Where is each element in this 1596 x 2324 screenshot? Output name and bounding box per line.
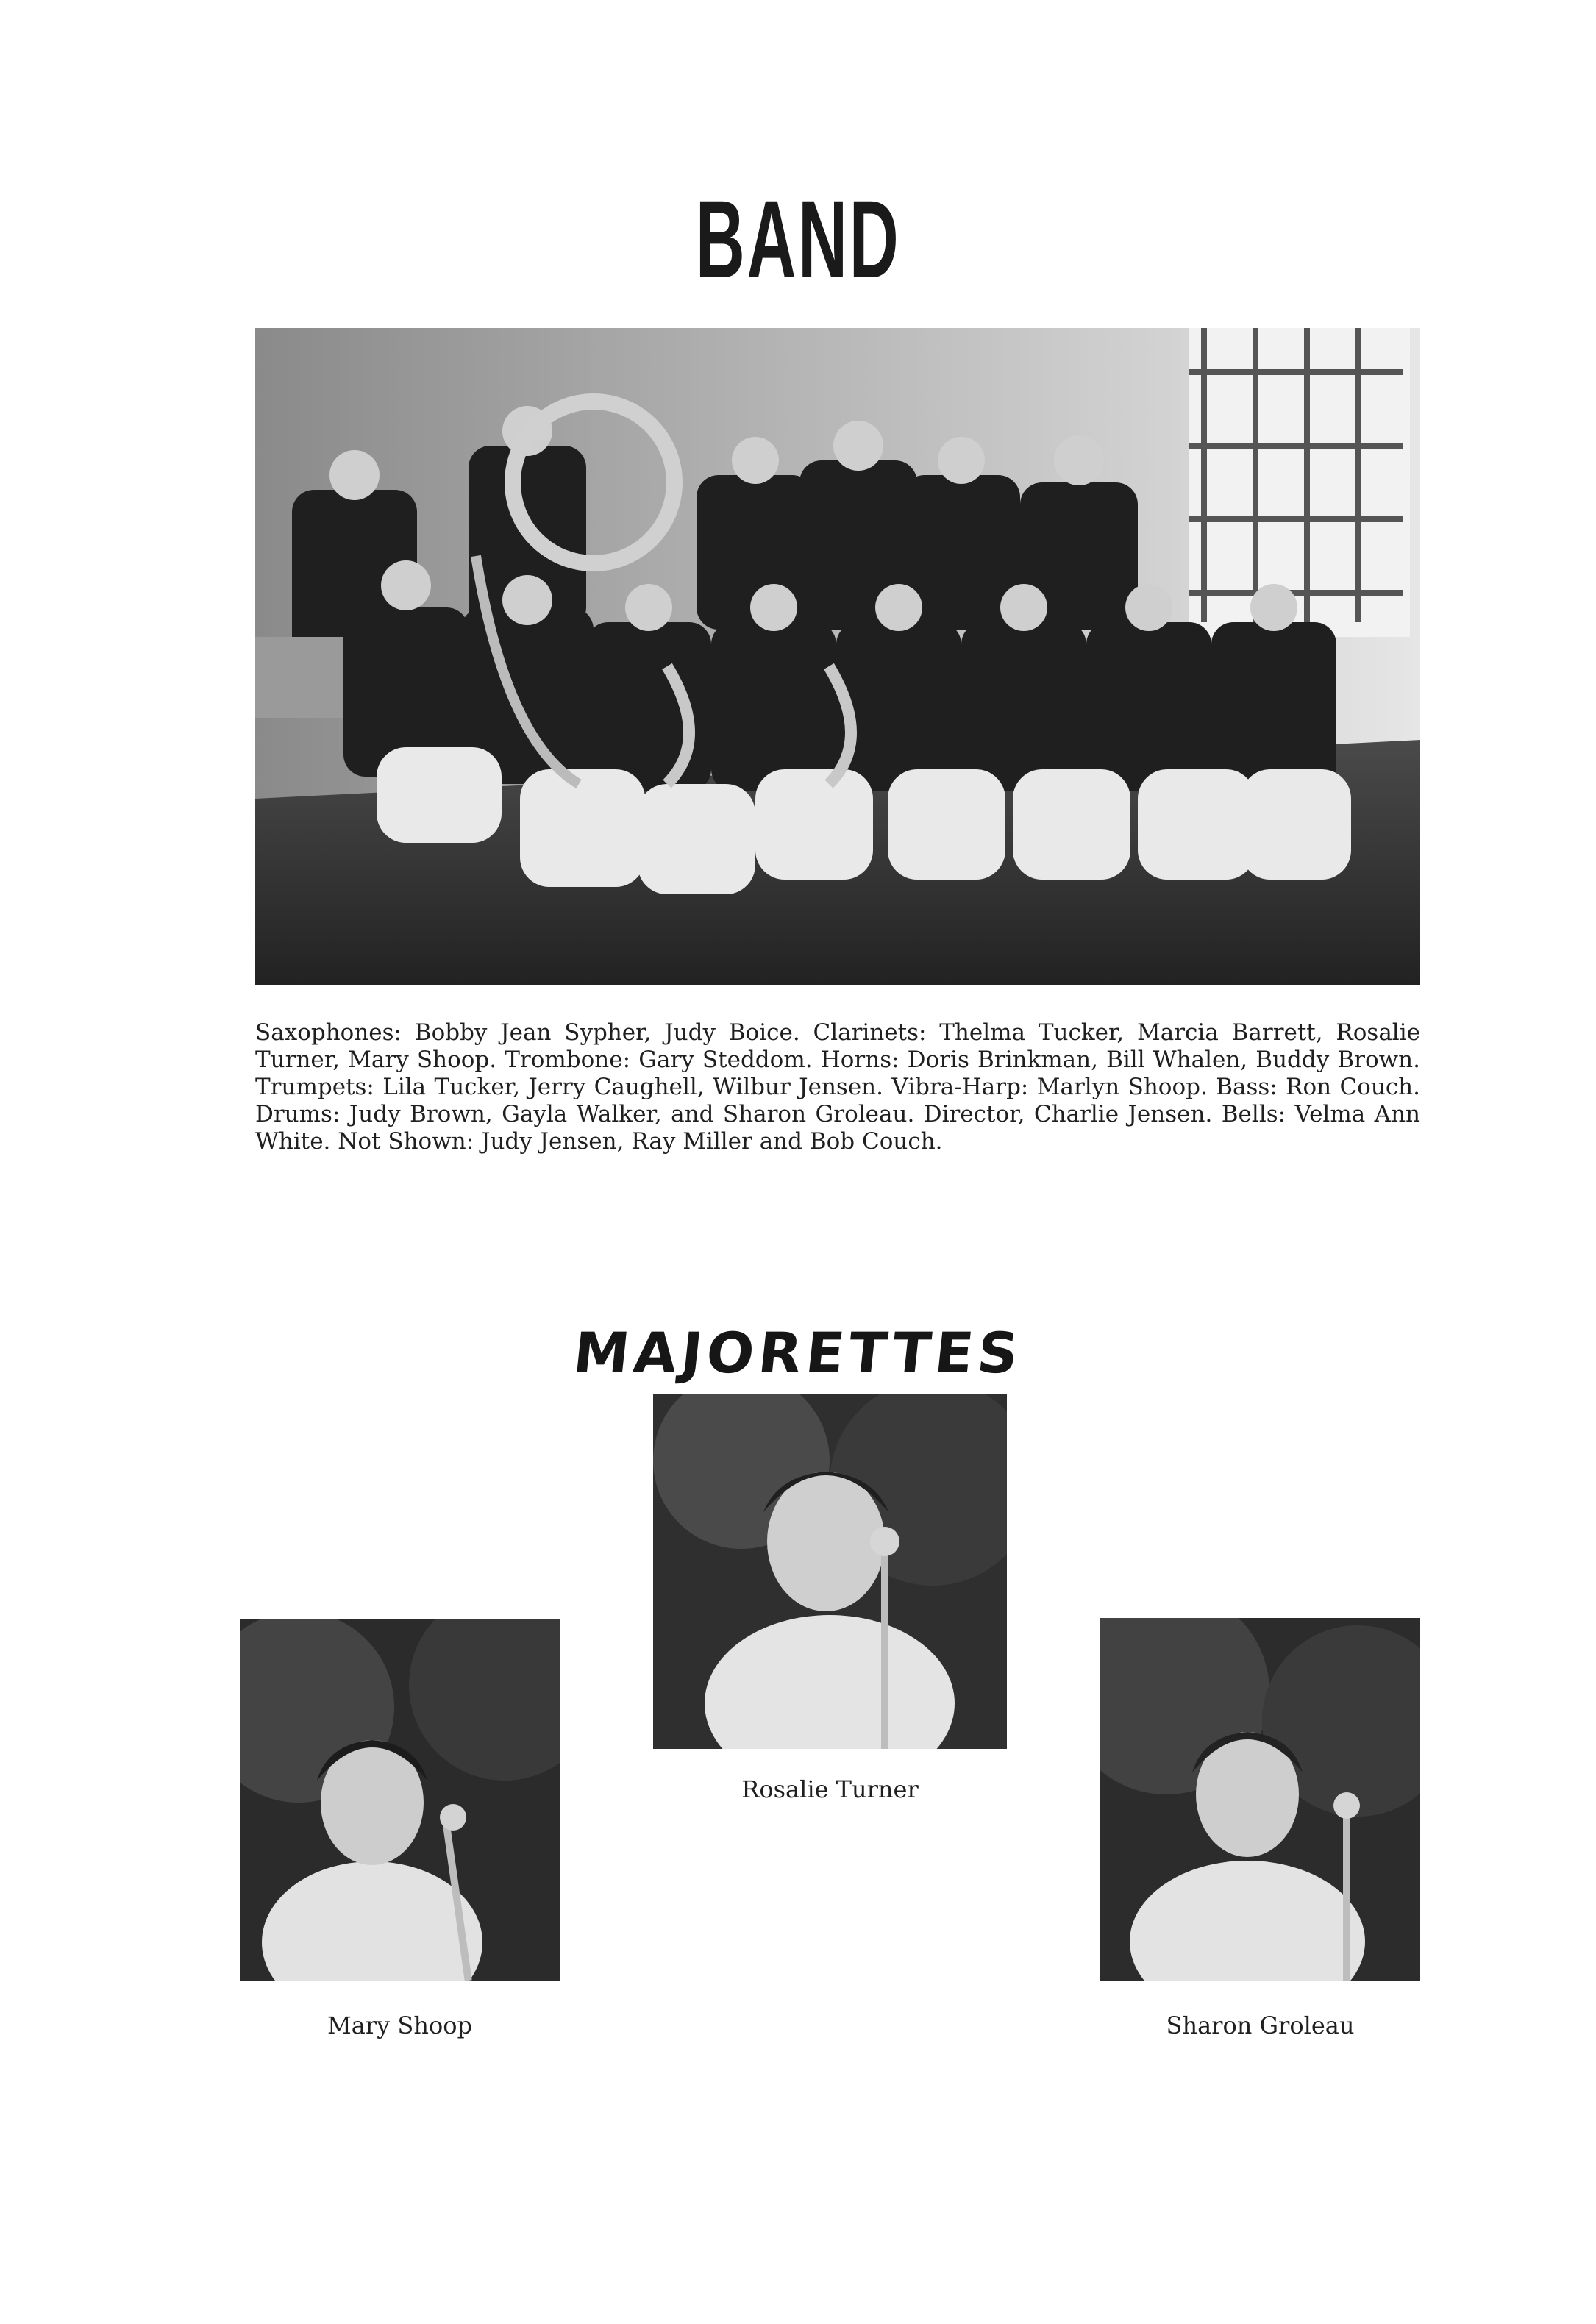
majorette-photo-image [1100,1618,1420,1981]
majorette-name-mary: Mary Shoop [327,2011,472,2039]
majorette-photo-right [1100,1618,1420,1981]
band-heading: BAND [695,177,901,301]
majorette-name-sharon: Sharon Groleau [1166,2011,1355,2039]
majorette-photo-left [240,1619,560,1981]
majorette-photo-center [653,1394,1007,1749]
majorettes-heading: MAJORETTES [570,1320,1026,1386]
majorette-photo-image [653,1394,1007,1749]
majorette-name-rosalie: Rosalie Turner [741,1775,919,1803]
band-member-caption: Saxophones: Bobby Jean Sypher, Judy Boice. Clarinets: Thelma Tucker, Marcia Barrett, Rosalie Turner, Mary Shoop. Trombone: Gary Steddom. Horns: Doris Brinkman, Bill Whalen, Buddy Brown. Trumpets: Lila Tucker, Jerry Caughell, Wilbur Jensen. Vibra-Harp: Marlyn Shoop. Bass: Ron Couch. Drums: Judy Brown, Gayla Walker, and Sharon Groleau. Director, Charlie Jensen. Bells: Velma Ann White. Not Shown: Judy Jensen, Ray Miller and Bob Couch. [255,1019,1420,1155]
band-group-photo [255,328,1420,985]
band-photo-image [255,328,1420,985]
majorette-photo-image [240,1619,560,1981]
